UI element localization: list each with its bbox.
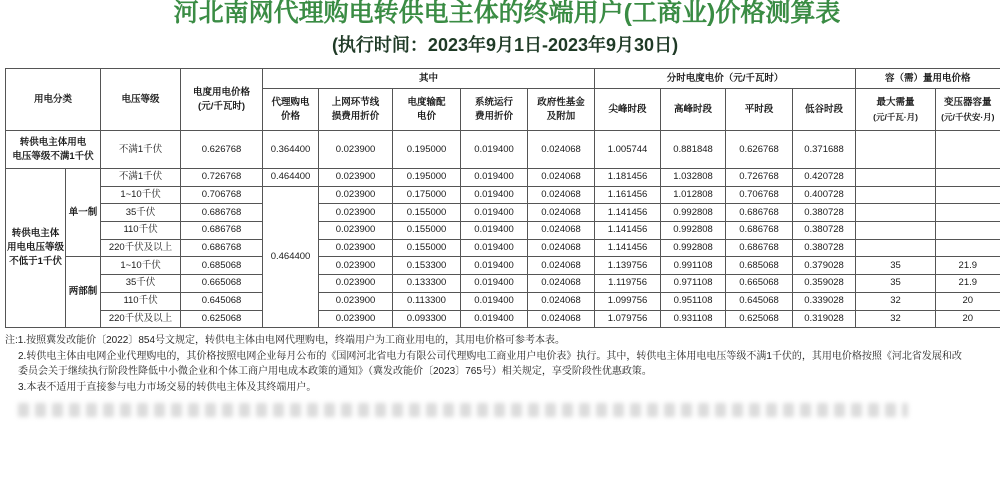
cell-line-loss: 0.023900 [319,169,393,187]
cell-transmission: 0.195000 [393,169,461,187]
cell-sharp-peak: 1.139756 [595,257,661,275]
price-table [5,68,1000,328]
cell-system-fee: 0.019400 [461,131,528,169]
cell-sharp-peak: 1.141456 [595,222,661,240]
header-row [6,69,1000,89]
header-line: 最大需量 [876,96,915,108]
cell-flat: 0.665068 [726,275,793,293]
cell-energy-price: 0.686768 [181,239,263,257]
header-line: 系统运行 [475,96,514,108]
cell-energy-price: 0.686768 [181,204,263,222]
header-transmission [393,89,461,131]
cell-max-demand [856,239,936,257]
cell-peak: 0.992808 [661,204,726,222]
cell-sharp-peak: 1.141456 [595,239,661,257]
cell-sharp-peak: 1.005744 [595,131,661,169]
cell-flat: 0.685068 [726,257,793,275]
header-line: 代理购电 [271,96,310,108]
table-row [6,257,1000,275]
cell-sharp-peak: 1.079756 [595,310,661,328]
cell-voltage: 220千伏及以上 [101,310,181,328]
cell-gov-fund: 0.024068 [528,239,595,257]
cell-valley: 0.380728 [793,239,856,257]
cell-transmission: 0.133300 [393,275,461,293]
cell-peak: 0.951108 [661,292,726,310]
cell-max-demand: 32 [856,310,936,328]
cell-transmission: 0.113300 [393,292,461,310]
cell-gov-fund: 0.024068 [528,131,595,169]
table-row [6,131,1000,169]
cell-transmission: 0.175000 [393,186,461,204]
cell-valley: 0.400728 [793,186,856,204]
cell-flat: 0.645068 [726,292,793,310]
cell-energy-price: 0.685068 [181,257,263,275]
header-voltage: 电压等级 [101,69,181,131]
cell-peak: 0.931108 [661,310,726,328]
cell-transmission: 0.195000 [393,131,461,169]
cell-transmission: 0.155000 [393,222,461,240]
cell-sharp-peak: 1.099756 [595,292,661,310]
cell-max-demand: 35 [856,275,936,293]
cell-flat: 0.726768 [726,169,793,187]
category-line: 转供电主体用电 [19,136,87,148]
header-system-fee [461,89,528,131]
cell-transformer-capacity: 21.9 [936,275,1000,293]
two-part-label: 两部制 [66,257,101,328]
cell-transformer-capacity: 20 [936,310,1000,328]
cell-peak: 1.032808 [661,169,726,187]
cell-energy-price: 0.626768 [181,131,263,169]
header-line: 电价 [417,110,437,122]
cell-energy-price: 0.625068 [181,310,263,328]
cell-valley: 0.420728 [793,169,856,187]
cell-voltage: 110千伏 [101,292,181,310]
table-row [6,222,1000,240]
cell-sharp-peak: 1.181456 [595,169,661,187]
cell-system-fee: 0.019400 [461,222,528,240]
cell-valley: 0.379028 [793,257,856,275]
cell-voltage: 不满1千伏 [101,131,181,169]
cell-system-fee: 0.019400 [461,310,528,328]
cell-system-fee: 0.019400 [461,169,528,187]
cell-line-loss: 0.023900 [319,239,393,257]
header-energy-price-label: 电度用电价格 [193,86,251,98]
cell-voltage: 35千伏 [101,204,181,222]
cell-agent-price: 0.364400 [263,131,319,169]
header-transformer-capacity [936,89,1000,131]
table-row [6,169,1000,187]
cell-max-demand [856,169,936,187]
cell-voltage: 1~10千伏 [101,257,181,275]
table-row [6,186,1000,204]
header-energy-price [181,69,263,131]
notes-section [0,333,1000,395]
cell-peak: 0.992808 [661,239,726,257]
cell-gov-fund: 0.024068 [528,169,595,187]
cell-system-fee: 0.019400 [461,292,528,310]
cell-transformer-capacity: 21.9 [936,257,1000,275]
table-row [6,204,1000,222]
cell-gov-fund: 0.024068 [528,186,595,204]
cell-line-loss: 0.023900 [319,310,393,328]
category-low-voltage [6,131,101,169]
table-row [6,275,1000,293]
cell-flat: 0.626768 [726,131,793,169]
cell-max-demand: 32 [856,292,936,310]
header-unit: (元/千伏安·月) [941,111,995,122]
header-time-of-use: 分时电度电价（元/千瓦时） [595,69,856,89]
note-line: 2.转供电主体由电网企业代理购电的，其价格按照电网企业每月公布的《国网河北省电力有限公司代理购电工商业用户电价表》执行。其中，转供电主体用电电压等级不满1千伏的，其用电价格按照《河北省发展和改 [18,350,962,362]
category-high-voltage [6,169,66,328]
cell-flat: 0.686768 [726,239,793,257]
cell-line-loss: 0.023900 [319,131,393,169]
cell-gov-fund: 0.024068 [528,310,595,328]
header-unit: (元/千瓦·月) [873,111,918,122]
table-row [6,292,1000,310]
cell-energy-price: 0.726768 [181,169,263,187]
cell-energy-price: 0.686768 [181,222,263,240]
note-line: 委员会关于继续执行阶段性降低中小微企业和个体工商户用电成本政策的通知》（冀发改能价〔2023〕765号）相关规定，享受阶段性优惠政策。 [18,366,652,377]
cell-peak: 0.992808 [661,222,726,240]
header-valley: 低谷时段 [793,89,856,131]
cell-transformer-capacity [936,222,1000,240]
cell-peak: 0.991108 [661,257,726,275]
cell-transmission: 0.153300 [393,257,461,275]
header-line: 损费用折价 [331,110,380,122]
cell-max-demand: 35 [856,257,936,275]
cell-voltage: 110千伏 [101,222,181,240]
cell-peak: 0.971108 [661,275,726,293]
cell-energy-price: 0.706768 [181,186,263,204]
cell-energy-price: 0.645068 [181,292,263,310]
header-line: 费用折价 [475,110,514,122]
category-line: 转供电主体 [11,228,60,240]
cell-valley: 0.380728 [793,204,856,222]
header-max-demand [856,89,936,131]
cell-transmission: 0.093300 [393,310,461,328]
cell-max-demand [856,204,936,222]
category-line: 电压等级不满1千伏 [12,150,94,162]
cell-agent-price: 0.464400 [263,169,319,187]
cell-valley: 0.339028 [793,292,856,310]
cell-system-fee: 0.019400 [461,204,528,222]
header-line: 上网环节线 [331,96,380,108]
header-line-loss [319,89,393,131]
header-sharp-peak: 尖峰时段 [595,89,661,131]
header-peak: 高峰时段 [661,89,726,131]
cell-agent-price-merged: 0.464400 [263,186,319,328]
cell-max-demand [856,222,936,240]
cell-transformer-capacity [936,239,1000,257]
cell-gov-fund: 0.024068 [528,204,595,222]
header-line: 价格 [281,110,301,122]
cell-voltage: 1~10千伏 [101,186,181,204]
cell-sharp-peak: 1.119756 [595,275,661,293]
cell-transformer-capacity [936,186,1000,204]
header-capacity: 容（需）量用电价格 [856,69,1000,89]
header-line: 政府性基金 [537,96,585,108]
cell-transformer-capacity [936,169,1000,187]
header-flat: 平时段 [726,89,793,131]
cell-gov-fund: 0.024068 [528,222,595,240]
cell-flat: 0.706768 [726,186,793,204]
cell-flat: 0.625068 [726,310,793,328]
cell-voltage: 不满1千伏 [101,169,181,187]
cell-gov-fund: 0.024068 [528,257,595,275]
cell-max-demand [856,186,936,204]
cell-sharp-peak: 1.161456 [595,186,661,204]
cell-peak: 0.881848 [661,131,726,169]
cell-system-fee: 0.019400 [461,186,528,204]
table-row [6,310,1000,328]
header-gov-fund [528,89,595,131]
table-row [6,239,1000,257]
header-line: 电度输配 [407,96,446,108]
cell-line-loss: 0.023900 [319,275,393,293]
cell-line-loss: 0.023900 [319,204,393,222]
cell-valley: 0.371688 [793,131,856,169]
header-energy-price-unit: (元/千瓦时) [198,100,245,112]
cell-line-loss: 0.023900 [319,292,393,310]
cell-gov-fund: 0.024068 [528,275,595,293]
cell-system-fee: 0.019400 [461,239,528,257]
cell-transformer-capacity [936,131,1000,169]
cell-max-demand [856,131,936,169]
document-title: 河北南网代理购电转供电主体的终端用户(工商业)价格测算表 [173,0,841,27]
header-category: 用电分类 [6,69,101,131]
cell-system-fee: 0.019400 [461,275,528,293]
cell-sharp-peak: 1.141456 [595,204,661,222]
blurred-text-strip [18,403,908,417]
cell-transformer-capacity: 20 [936,292,1000,310]
cell-valley: 0.359028 [793,275,856,293]
cell-line-loss: 0.023900 [319,257,393,275]
header-line: 变压器容量 [944,96,992,108]
document-subtitle: (执行时间：2023年9月1日-2023年9月30日) [331,35,679,55]
cell-voltage: 220千伏及以上 [101,239,181,257]
header-agent-price [263,89,319,131]
header-line: 及附加 [546,110,576,122]
cell-energy-price: 0.665068 [181,275,263,293]
single-part-label: 单一制 [66,169,101,257]
cell-transmission: 0.155000 [393,239,461,257]
cell-valley: 0.380728 [793,222,856,240]
cell-line-loss: 0.023900 [319,222,393,240]
category-line: 不低于1千伏 [9,256,62,268]
category-line: 用电电压等级 [6,242,64,254]
cell-line-loss: 0.023900 [319,186,393,204]
cell-voltage: 35千伏 [101,275,181,293]
cell-flat: 0.686768 [726,204,793,222]
cell-gov-fund: 0.024068 [528,292,595,310]
cell-flat: 0.686768 [726,222,793,240]
cell-transmission: 0.155000 [393,204,461,222]
note-line: 3.本表不适用于直接参与电力市场交易的转供电主体及其终端用户。 [18,381,317,393]
cell-transformer-capacity [936,204,1000,222]
cell-valley: 0.319028 [793,310,856,328]
cell-system-fee: 0.019400 [461,257,528,275]
cell-peak: 1.012808 [661,186,726,204]
header-of-which: 其中 [263,69,595,89]
note-line: 注:1.按照冀发改能价〔2022〕854号文规定，转供电主体由电网代理购电，终端用户为工商业用电的，其用电价格可参考本表。 [5,335,566,346]
